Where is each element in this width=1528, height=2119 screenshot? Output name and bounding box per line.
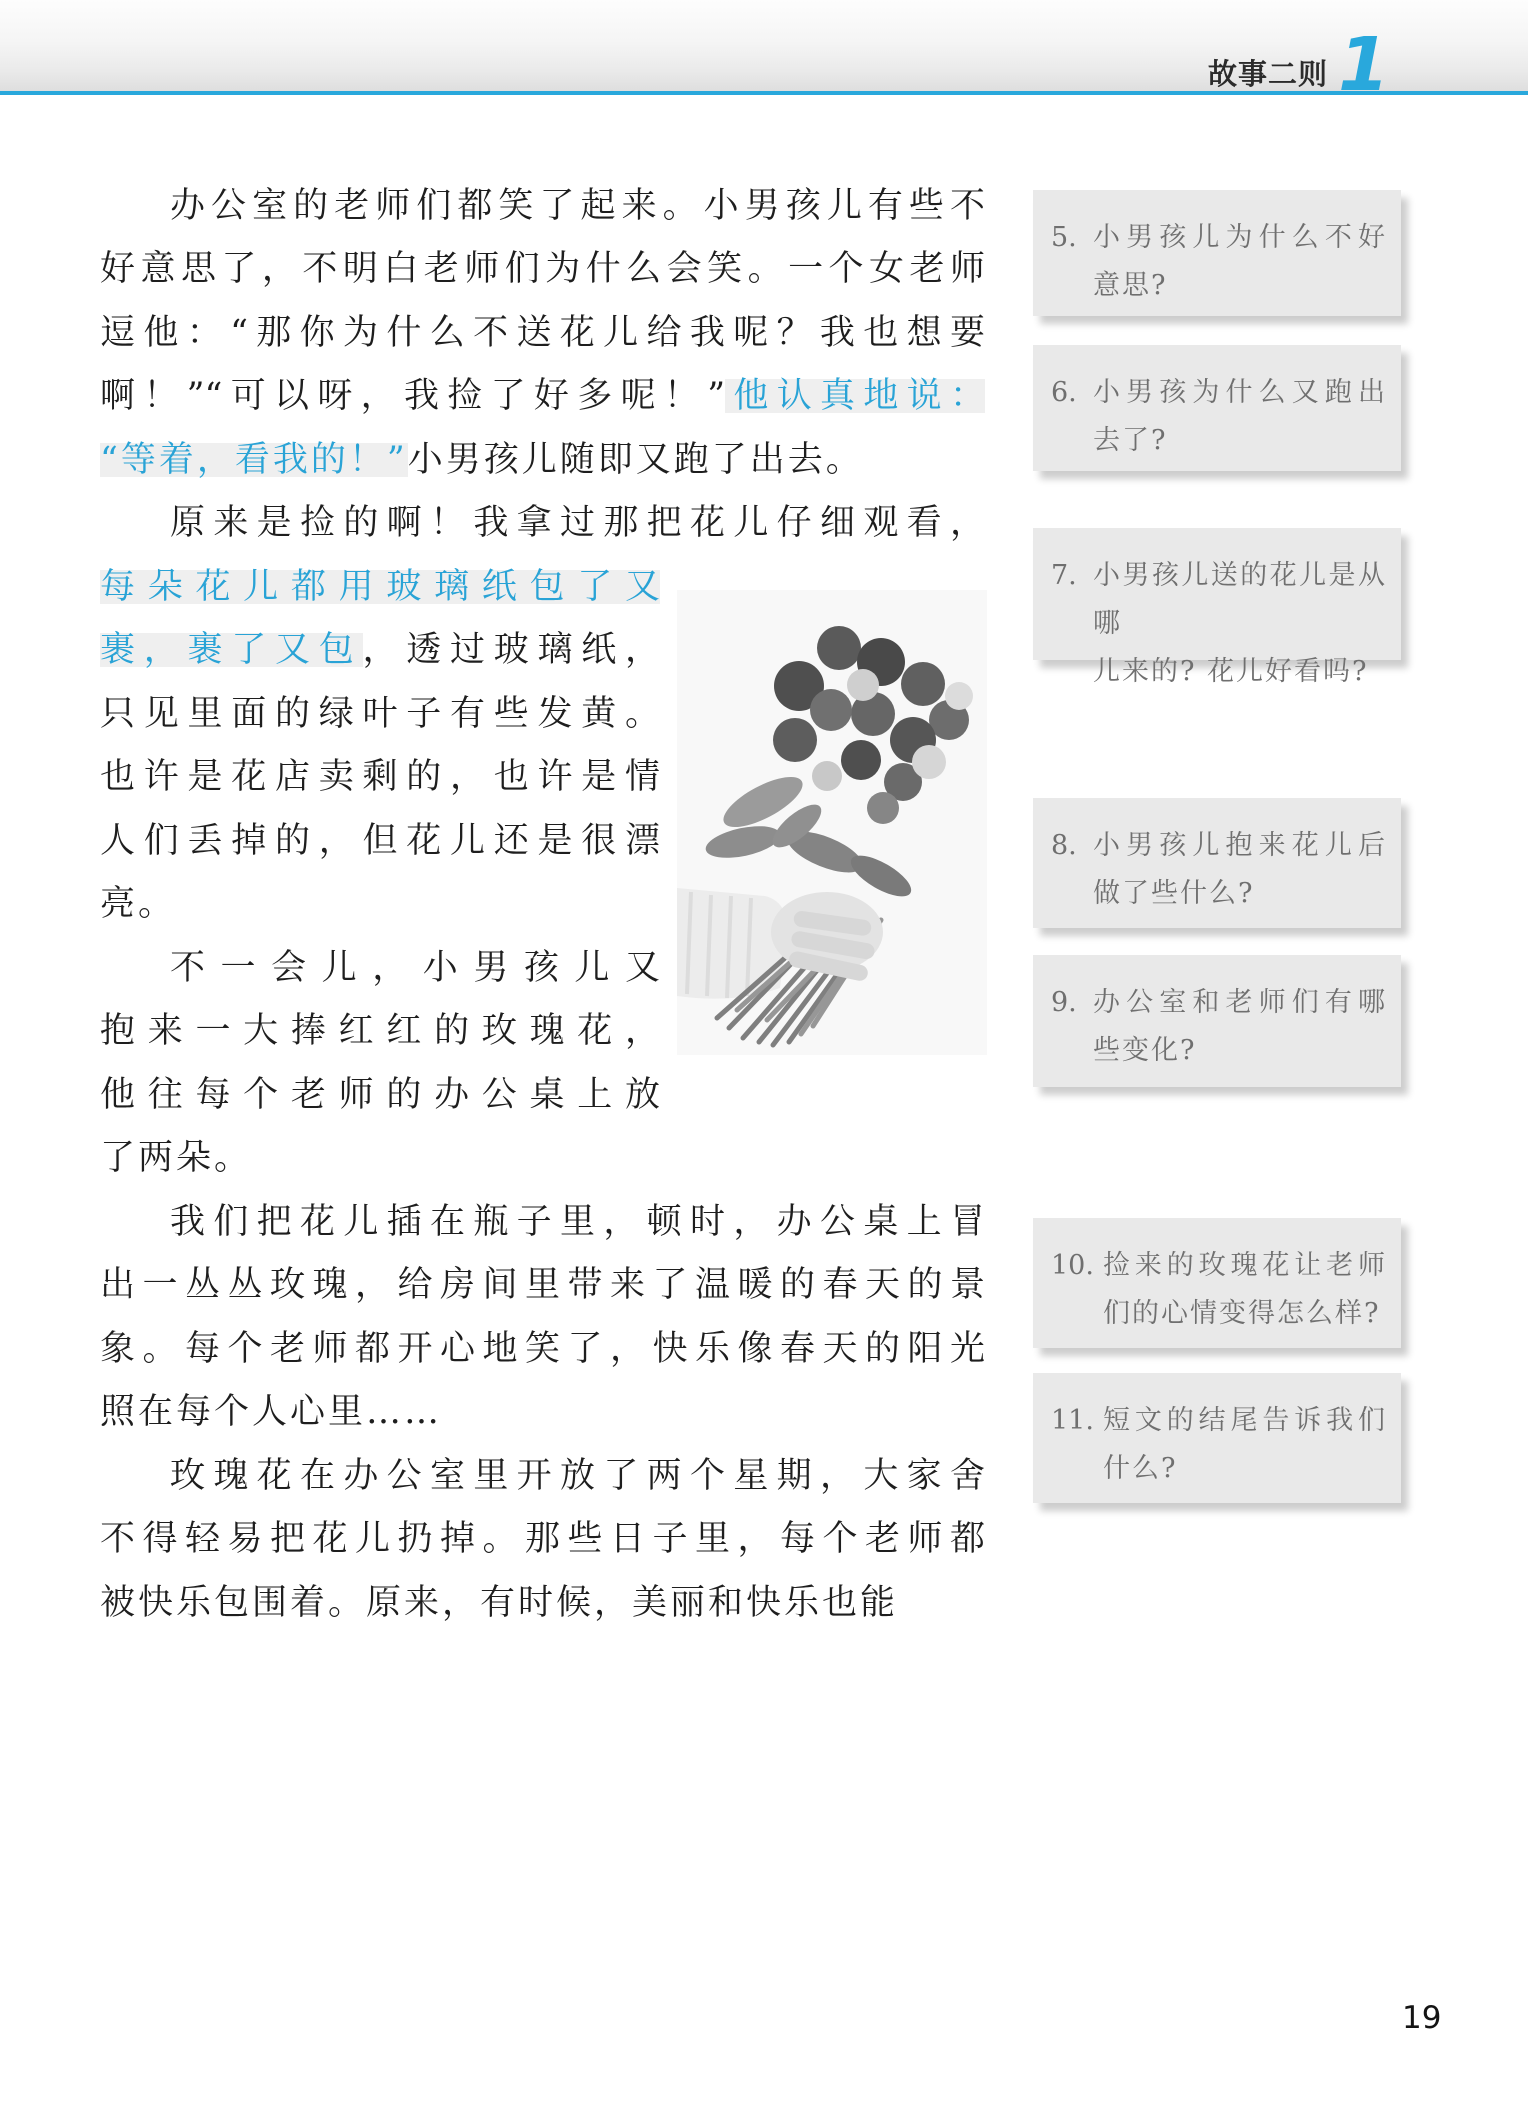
text-line: 也许是花店卖剩的，也许是情 xyxy=(100,757,660,797)
text-line: 人们丢掉的，但花儿还是很漂 xyxy=(100,821,660,861)
text-line: 被快乐包围着。原来，有时候，美丽和快乐也能 xyxy=(100,1583,899,1623)
question-number: 5. xyxy=(1051,222,1077,253)
question-text: 短文的结尾告诉我们 xyxy=(1103,1405,1385,1436)
question-text: 小男孩儿抱来花儿后 xyxy=(1093,830,1385,861)
question-box-7 xyxy=(1033,528,1401,687)
text-line xyxy=(100,373,985,425)
page-number: 19 xyxy=(1402,2000,1442,2036)
question-text: 办公室和老师们有哪 xyxy=(1093,987,1385,1018)
text-line: 好意思了，不明白老师们为什么会笑。一个女老师 xyxy=(100,249,985,289)
question-number: 11. xyxy=(1051,1405,1094,1436)
text-line: 亮。 xyxy=(100,884,177,924)
text-line: 他往每个老师的办公桌上放 xyxy=(100,1075,660,1115)
question-text: 们的心情变得怎么样? xyxy=(1103,1298,1381,1329)
question-box-9 xyxy=(1033,955,1401,1087)
question-text: 小男孩儿为什么不好 xyxy=(1093,222,1385,253)
text-line xyxy=(100,437,985,489)
text-run: 啊！”“可以呀，我捡了好多呢！” xyxy=(100,376,726,416)
question-box-6 xyxy=(1033,345,1401,471)
question-box-10 xyxy=(1033,1218,1401,1348)
text-line: 抱来一大捧红红的玫瑰花， xyxy=(100,1011,660,1051)
question-box-8 xyxy=(1033,798,1401,928)
text-line: 象。每个老师都开心地笑了，快乐像春天的阳光 xyxy=(100,1329,985,1369)
text-line: 原来是捡的啊！我拿过那把花儿仔细观看， xyxy=(170,503,985,543)
question-number: 8. xyxy=(1051,830,1077,861)
chapter-number: 1 xyxy=(1338,22,1390,108)
text-line: 不得轻易把花儿扔掉。那些日子里，每个老师都 xyxy=(100,1519,985,1559)
question-text: 去了? xyxy=(1093,425,1168,456)
question-number: 7. xyxy=(1051,560,1077,591)
question-text: 做了些什么? xyxy=(1093,878,1255,909)
text-line: 逗他：“那你为什么不送花儿给我呢？我也想要 xyxy=(100,313,985,353)
emphasis-text: 裹，裹了又包 xyxy=(100,630,363,670)
text-line: 照在每个人心里…… xyxy=(100,1392,443,1432)
text-line: 出一丛丛玫瑰，给房间里带来了温暖的春天的景 xyxy=(100,1265,985,1305)
rose-bouquet-image xyxy=(677,590,987,1055)
text-line xyxy=(100,627,660,679)
question-text: 捡来的玫瑰花让老师 xyxy=(1103,1250,1385,1281)
text-line: 不一会儿，小男孩儿又 xyxy=(170,948,660,988)
question-number: 6. xyxy=(1051,377,1077,408)
text-line: 我们把花儿插在瓶子里，顿时，办公桌上冒 xyxy=(170,1202,985,1242)
question-text: 意思? xyxy=(1093,270,1168,301)
question-box-11 xyxy=(1033,1373,1401,1503)
text-line: 了两朵。 xyxy=(100,1138,253,1178)
question-box-5 xyxy=(1033,190,1401,316)
question-number: 10. xyxy=(1051,1250,1094,1281)
emphasis-text: 每朵花儿都用玻璃纸包了又 xyxy=(100,567,660,607)
question-text: 小男孩为什么又跑出 xyxy=(1093,377,1385,408)
question-text: 小男孩儿送的花儿是从哪 xyxy=(1093,560,1385,639)
question-text: 些变化? xyxy=(1093,1035,1197,1066)
text-run: ，透过玻璃纸， xyxy=(362,630,660,670)
question-number: 9. xyxy=(1051,987,1077,1018)
question-text: 儿来的? 花儿好看吗? xyxy=(1093,656,1369,687)
text-line: 办公室的老师们都笑了起来。小男孩儿有些不 xyxy=(170,186,985,226)
emphasis-text: “等着，看我的！” xyxy=(100,440,408,480)
text-line xyxy=(100,564,660,616)
text-run: 小男孩儿随即又跑了出去。 xyxy=(407,440,864,480)
text-line: 玫瑰花在办公室里开放了两个星期，大家舍 xyxy=(170,1456,985,1496)
emphasis-text: 他认真地说： xyxy=(725,376,985,416)
rose-bouquet-graphic xyxy=(677,590,987,1055)
chapter-title: 故事二则 xyxy=(1208,57,1329,91)
question-text: 什么? xyxy=(1103,1453,1178,1484)
text-line: 只见里面的绿叶子有些发黄。 xyxy=(100,694,660,734)
